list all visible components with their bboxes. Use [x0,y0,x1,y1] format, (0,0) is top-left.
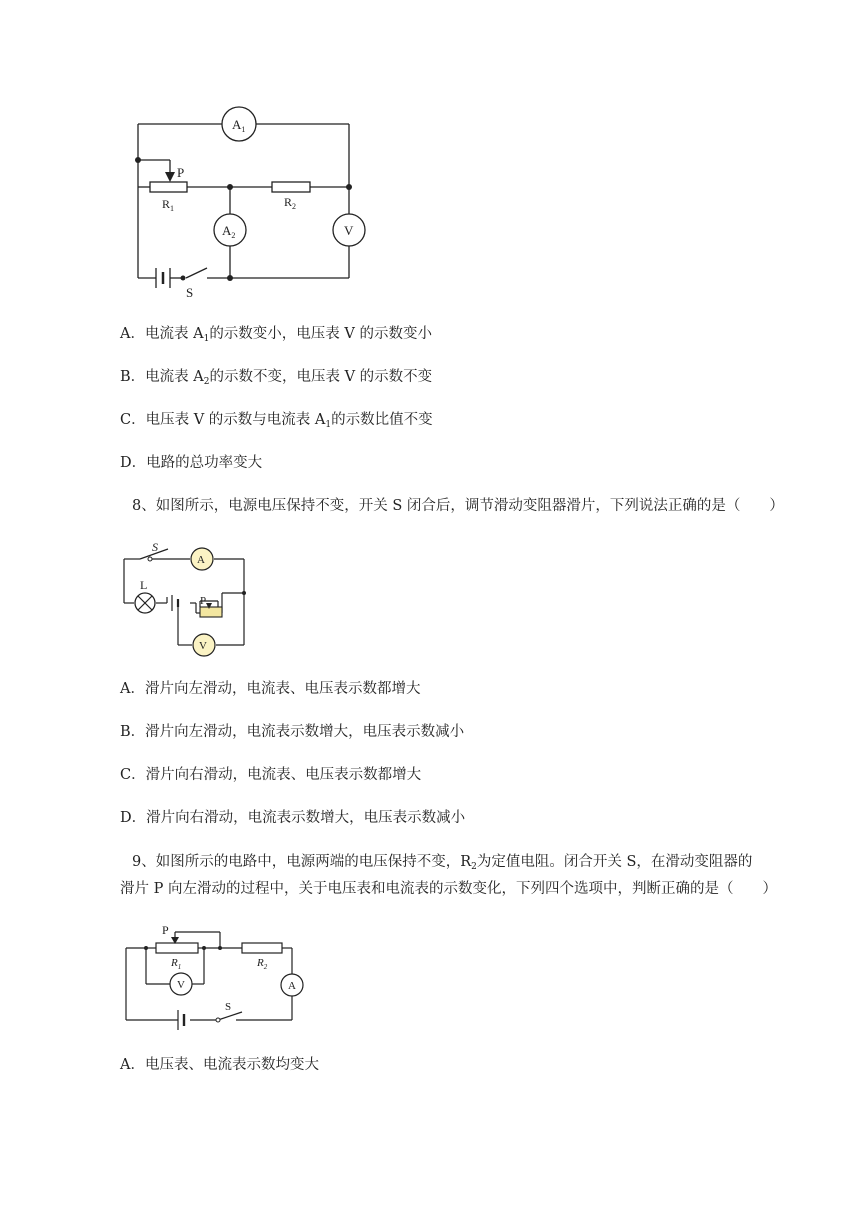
q7-option-c[interactable] [120,410,433,435]
q9-stem-line1a: 9、如图所示的电路中，电源两端的电压保持不变，R [132,854,472,870]
svg-text:A: A [288,980,296,992]
q8-circuit-diagram [120,535,270,665]
svg-text:R2: $R_2$ [257,957,268,971]
q7-option-c-text1: 电压表 V 的示数与电流表 A [145,412,326,428]
q8-option-c-text: 滑片向右滑动，电流表、电压表示数都增大 [145,767,422,783]
q7-option-a[interactable] [120,324,432,349]
q7-option-c-text2: 的示数比值不变 [331,412,433,428]
q7-option-a-sub: 1 [203,334,210,344]
svg-text:S: S [152,540,158,554]
q8-option-c-label: C． [120,767,146,783]
q7-option-d-label: D． [120,455,147,471]
q7-option-d[interactable] [120,453,262,473]
q9-circuit-diagram [120,918,320,1033]
svg-text:P: P [177,165,185,180]
q9-option-a-label: A． [120,1057,145,1073]
q7-option-b[interactable] [120,367,432,392]
svg-text:S: S [186,285,194,300]
svg-text:V: V [177,979,185,991]
q8-option-b[interactable] [120,722,464,742]
q9-stem-line1 [132,852,752,877]
q9-stem-line2: 滑片 P 向左滑动的过程中，关于电压表和电流表的示数变化，下列四个选项中，判断正确的是（ ） [120,881,777,897]
svg-text:A: A [197,554,205,566]
svg-text:A2: $A_2$ [222,223,236,240]
q7-option-c-sub: 1 [325,420,332,430]
q7-option-b-sub: 2 [203,377,210,387]
svg-text:A1: $A_1$ [232,117,246,134]
q9-stem-sub: 2 [471,862,477,872]
q8-option-b-label: B． [120,724,146,740]
q9-option-a[interactable] [120,1055,319,1075]
q8-rheostat [200,607,222,617]
q9-stem-line1b: 为定值电阻。闭合开关 S，在滑动变阻器的 [476,854,753,870]
svg-text:P: P [162,923,169,937]
q7-r1-resistor [150,182,187,192]
q8-option-a-label: A． [120,681,145,697]
q8-option-d[interactable] [120,808,465,828]
q9-r2-resistor [242,943,282,953]
svg-text:R2: $R_2$ [284,195,297,211]
q8-option-a[interactable] [120,679,420,699]
svg-text:R1: $R_1$ [162,197,175,213]
q8-option-b-text: 滑片向左滑动，电流表示数增大，电压表示数减小 [145,724,465,740]
q7-option-b-text2: 的示数不变，电压表 V 的示数不变 [209,369,433,385]
q8-option-d-text: 滑片向右滑动，电流表示数增大，电压表示数减小 [146,810,466,826]
svg-text:V: V [199,640,207,652]
q8-option-d-label: D． [120,810,147,826]
svg-text:S: S [225,1001,232,1013]
q9-r1-rheostat [156,943,198,953]
q7-option-d-text: 电路的总功率变大 [146,455,263,471]
q7-option-a-label: A． [120,326,145,342]
q7-option-a-text2: 的示数变小，电压表 V 的示数变小 [209,326,433,342]
q7-circuit-diagram [120,100,380,300]
svg-text:V: V [344,223,354,238]
q9-option-a-text: 电压表、电流表示数均变大 [144,1057,319,1073]
q7-option-c-label: C． [120,412,146,428]
q7-r2-resistor [272,182,310,192]
q7-option-b-label: B． [120,369,146,385]
svg-text:R1: $R_1$ [171,957,182,971]
q8-stem: 8、如图所示，电源电压保持不变，开关 S 闭合后，调节滑动变阻器滑片，下列说法正确的是（ ） [132,498,784,514]
svg-text:P: P [200,595,207,607]
svg-text:L: L [140,578,148,592]
q7-option-a-text1: 电流表 A [144,326,204,342]
q7-option-b-text1: 电流表 A [145,369,204,385]
q8-option-a-text: 滑片向左滑动，电流表、电压表示数都增大 [144,681,421,697]
q8-option-c[interactable] [120,765,421,785]
